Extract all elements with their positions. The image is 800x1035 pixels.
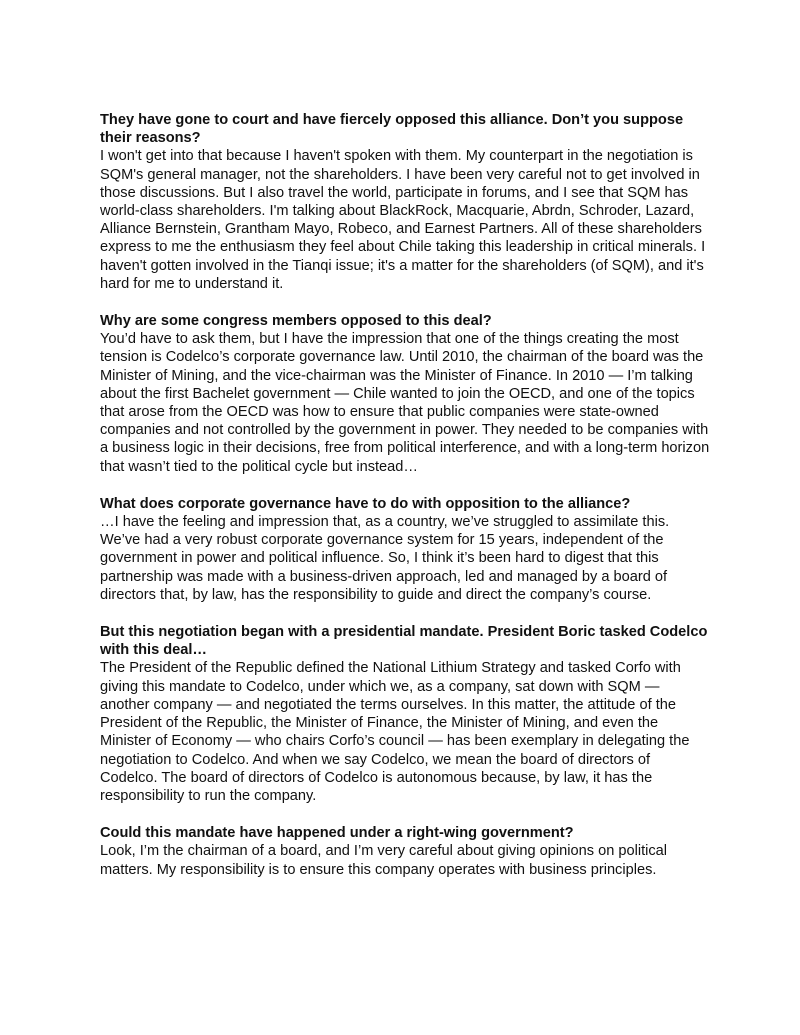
question-3: What does corporate governance have to do with opposition to the alliance? — [100, 495, 631, 512]
qa-block-3 — [100, 495, 710, 604]
question-2: Why are some congress members opposed to this deal? — [100, 313, 492, 330]
qa-block-5 — [100, 824, 710, 879]
qa-block-2 — [100, 312, 710, 476]
question-5: Could this mandate have happened under a right-wing government? — [100, 825, 574, 842]
qa-block-4 — [100, 623, 710, 805]
answer-1: I won't get into that because I haven't spoken with them. My counterpart in the negotiation is SQM's general manager, not the shareholders. I have been very careful not to get involved in those discussions. But I also travel the world, participate in forums, and I see that SQM has world-class shareholders. I'm talking about BlackRock, Macquarie, Abrdn, Schroder, Lazard, Alliance Bernstein, Grantham Mayo, Robeco, and Earnest Partners. All of these shareholders express to me the enthusiasm they feel about Chile taking this leadership in critical minerals. I haven't gotten involved in the Tianqi issue; it's a matter for the shareholders (of SQM), and it's hard for me to understand it. — [100, 148, 706, 292]
question-1: They have gone to court and have fiercely opposed this alliance. Don’t you suppose their reasons? — [100, 112, 684, 147]
answer-3: …I have the feeling and impression that, as a country, we’ve struggled to assimilate this. We’ve had a very robust corporate governance system for 15 years, independent of the government in power and political influence. So, I think it’s been hard to digest that this partnership was made with a business-driven approach, led and managed by a board of directors that, by law, has the responsibility to guide and direct the company’s course. — [100, 514, 670, 603]
answer-5: Look, I’m the chairman of a board, and I’m very careful about giving opinions on political matters. My responsibility is to ensure this company operates with business principles. — [100, 843, 668, 878]
interview-document — [100, 111, 710, 898]
qa-block-1 — [100, 111, 710, 293]
answer-4: The President of the Republic defined the National Lithium Strategy and tasked Corfo with giving this mandate to Codelco, under which we, as a company, sat down with SQM — another company — and negotiated the terms ourselves. In this matter, the attitude of the President of the Republic, the Minister of Finance, the Minister of Mining, and even the Minister of Economy — who chairs Corfo’s council — has been exemplary in delegating the negotiation to Codelco. And when we say Codelco, we mean the board of directors of Codelco. The board of directors of Codelco is autonomous because, by law, it has the responsibility to run the company. — [100, 660, 690, 804]
answer-2: You’d have to ask them, but I have the impression that one of the things creating the most tension is Codelco’s corporate governance law. Until 2010, the chairman of the board was the Minister of Mining, and the vice-chairman was the Minister of Finance. In 2010 — I’m talking about the first Bachelet government — Chile wanted to join the OECD, and one of the topics that arose from the OECD was how to ensure that public companies were state-owned companies and not controlled by the government in power. They needed to be companies with a business logic in their decisions, free from political interference, and with a long-term horizon that wasn’t tied to the political cycle but instead… — [100, 331, 710, 475]
question-4: But this negotiation began with a presidential mandate. President Boric tasked Codelco with this deal… — [100, 624, 708, 659]
